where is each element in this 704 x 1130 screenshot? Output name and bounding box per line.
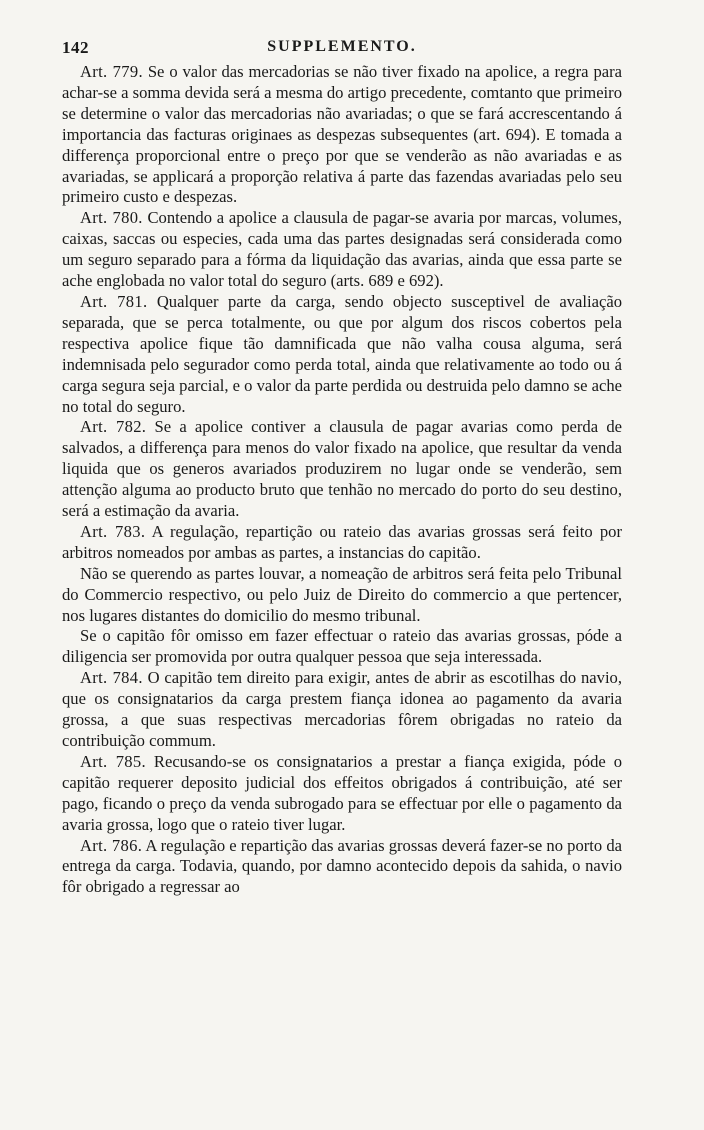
page-body (62, 62, 622, 898)
page-number: 142 (62, 38, 89, 57)
article-label: Art. 780. (80, 208, 143, 228)
article-783-paragraph-2 (62, 564, 622, 627)
article-785 (62, 752, 622, 836)
article-label: Art. 779. (80, 62, 143, 81)
article-text: Contendo a apolice a clausula de pagar-se avaria por marcas, volumes, caixas, saccas ou especies, cada uma das partes designadas será considerada como um seguro separado para a fórma da liquidação das avarias, ainda que essa parte se ache englobada no valor total do seguro (arts. 689 e 692). (62, 208, 623, 291)
article-text: Recusando-se os consignatarios a prestar a fiança exigida, póde o capitão requerer deposito judicial dos effeitos obrigados á contribuição, até ser pago, ficando o preço da venda subrogado para se effectuar por elle o pagamento da avaria grossa, logo que o rateio tiver lugar. (62, 751, 623, 834)
article-text: Se o capitão fôr omisso em fazer effectuar o rateio das avarias grossas, póde a diligencia ser promovida por outra qualquer pessoa que seja interessada. (62, 626, 622, 667)
article-text: Se o valor das mercadorias se não tiver fixado na apolice, a regra para achar-se a somma devida será a mesma do artigo precedente, comtanto que primeiro se determine o valor das mercadorias não avariadas; o que se fará accrescentando á importancia das facturas originaes as despezas subsequentes (art. 694). E tomada a differença proporcional entre o preço por que se venderão as não avariadas e as avariadas, se applicará a proporção relativa á parte das fazendas avariadas pelo seu primeiro custo e despezas. (62, 62, 622, 207)
article-783 (62, 522, 622, 564)
article-label: Art. 783. (80, 521, 146, 541)
article-text: A regulação, repartição ou rateio das avarias grossas será feito por arbitros nomeados por ambas as partes, a instancias do capitão. (62, 521, 623, 562)
article-780 (62, 208, 622, 292)
article-label: Art. 785. (80, 751, 146, 771)
article-784 (62, 668, 622, 752)
article-779 (62, 62, 622, 208)
article-text: O capitão tem direito para exigir, antes de abrir as escotilhas do navio, que os consignatarios da carga prestem fiança idonea ao pagamento da avaria grossa, a que suas respectivas mercadorias fôrem obrigadas no rateio da contribuição commum. (62, 668, 622, 750)
article-782 (62, 417, 622, 522)
article-label: Art. 784. (80, 668, 143, 688)
article-text: Qualquer parte da carga, sendo objecto susceptivel de avaliação separada, que se perca totalmente, ou que por algum dos riscos cobertos pela respectiva apolice fique tão damnificada que não valha cousa alguma, será indemnisada pelo segurador como perda total, ainda que relativamente ao todo ou á carga segura seja parcial, e o valor da parte perdida ou destruida pelo damno se ache no total do seguro. (62, 291, 622, 416)
article-text: Se a apolice contiver a clausula de pagar avarias como perda de salvados, a differença para menos do valor fixado na apolice, que resultar da venda liquida que os generos avariados produzirem no lugar onde se venderão, sem attenção alguma ao producto bruto que tenhão no mercado do porto do seu destino, será a estimação da avaria. (62, 417, 622, 521)
running-head: SUPPLEMENTO. (267, 38, 417, 55)
article-text: Não se querendo as partes louvar, a nomeação de arbitros será feita pelo Tribunal do Commercio respectivo, ou pelo Juiz de Direito do commercio a que pertencer, nos lugares distantes do domicilio do mesmo tribunal. (62, 563, 622, 625)
article-label: Art. 786. (80, 835, 143, 855)
page-header (62, 38, 622, 62)
article-783-paragraph-3 (62, 626, 622, 668)
article-text: A regulação e repartição das avarias grossas deverá fazer-se no porto da entrega da carga. Todavia, quando, por damno acontecido depois da sahida, o navio fôr obrigado a regressar ao (62, 835, 622, 897)
article-786 (62, 836, 622, 899)
article-781 (62, 292, 622, 417)
article-label: Art. 781. (80, 291, 148, 311)
article-label: Art. 782. (80, 417, 147, 437)
